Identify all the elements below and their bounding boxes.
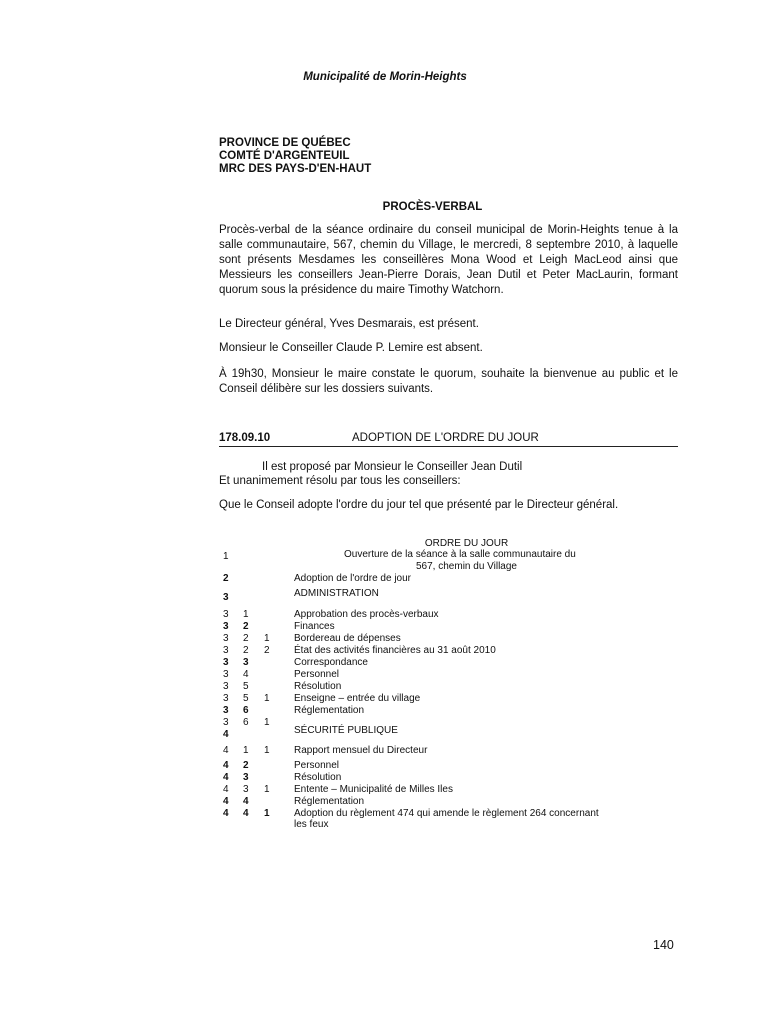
agenda-number: 3 xyxy=(223,669,229,680)
agenda-item-text: SÉCURITÉ PUBLIQUE xyxy=(294,725,398,736)
agenda-number: 1 xyxy=(264,784,270,795)
agenda-number: 5 xyxy=(243,693,249,704)
agenda-title: ORDRE DU JOUR xyxy=(424,538,509,549)
agenda-item-text: Finances xyxy=(294,621,335,632)
agenda-row xyxy=(219,588,679,604)
agenda-row xyxy=(219,760,679,772)
agenda-row xyxy=(219,669,679,681)
agenda-number: 6 xyxy=(243,705,249,716)
agenda-number: 3 xyxy=(223,705,229,716)
agenda-number: 4 xyxy=(223,808,229,819)
agenda-row xyxy=(219,705,679,717)
agenda-number: 1 xyxy=(264,808,270,819)
agenda-item-text: Bordereau de dépenses xyxy=(294,633,401,644)
agenda-number: 4 xyxy=(223,772,229,783)
agenda-row xyxy=(219,657,679,669)
agenda-row xyxy=(219,693,679,705)
agenda-number: 4 xyxy=(243,808,249,819)
agenda-row xyxy=(219,796,679,808)
agenda-number: 3 xyxy=(243,657,249,668)
agenda-row xyxy=(219,633,679,645)
agenda-row xyxy=(219,621,679,633)
agenda-number: 1 xyxy=(243,609,249,620)
agenda-number: 3 xyxy=(223,621,229,632)
agenda-number: 2 xyxy=(223,573,229,584)
agenda-row xyxy=(219,645,679,657)
agenda-number: 1 xyxy=(243,745,249,756)
agenda-number: 3 xyxy=(223,609,229,620)
agenda-number: 4 xyxy=(223,784,229,795)
agenda-row xyxy=(219,772,679,784)
agenda-row xyxy=(219,609,679,621)
agenda-item-text: Enseigne – entrée du village xyxy=(294,693,421,704)
agenda-item-text: Rapport mensuel du Directeur xyxy=(294,745,428,756)
mrc-line: MRC DES PAYS-D'EN-HAUT xyxy=(219,163,372,175)
agenda-number: 3 xyxy=(223,657,229,668)
agenda-number: 6 xyxy=(243,717,249,728)
agenda-row xyxy=(219,681,679,693)
agenda-number: 1 xyxy=(264,633,270,644)
resolution-title: ADOPTION DE L'ORDRE DU JOUR xyxy=(352,432,539,444)
agenda-row xyxy=(219,784,679,796)
agenda-number: 2 xyxy=(264,645,270,656)
agenda-item-text: Adoption de l'ordre de jour xyxy=(294,573,411,584)
agenda-row xyxy=(219,551,679,563)
agenda-number: 1 xyxy=(264,745,270,756)
agenda-number: 3 xyxy=(223,633,229,644)
dg-present: Le Directeur général, Yves Desmarais, est présent. xyxy=(219,318,479,330)
opening-paragraph: À 19h30, Monsieur le maire constate le quorum, souhaite la bienvenue au public et le Conseil délibère sur les dossiers suivants. xyxy=(219,368,678,395)
agenda-row xyxy=(219,573,679,585)
agenda-number: 1 xyxy=(223,551,229,562)
agenda-number: 4 xyxy=(223,796,229,807)
agenda-opening-item-2: 567, chemin du Village xyxy=(416,561,517,572)
page-number: 140 xyxy=(653,938,674,952)
agenda-row xyxy=(219,725,679,741)
agenda-number: 3 xyxy=(223,681,229,692)
agenda-last-item-cont: les feux xyxy=(294,819,329,830)
agenda-number: 4 xyxy=(223,760,229,771)
agenda-item-text: Entente – Municipalité de Milles Iles xyxy=(294,784,453,795)
agenda-number: 4 xyxy=(243,796,249,807)
agenda-number: 3 xyxy=(223,592,229,603)
agenda-item-text: Adoption du règlement 474 qui amende le règlement 264 concernant xyxy=(294,808,599,819)
agenda-number: 2 xyxy=(243,621,249,632)
agenda-item-text: Approbation des procès-verbaux xyxy=(294,609,439,620)
agenda-item-text: Résolution xyxy=(294,772,342,783)
intro-paragraph: Procès-verbal de la séance ordinaire du conseil municipal de Morin-Heights tenue à la salle communautaire, 567, chemin du Village, le mercredi, 8 septembre 2010, à laquelle sont présents Mesdames les conseillères Mona Wood et Leigh MacLeod ainsi que Messieurs les conseillers Jean-Pierre Dorais, Jean Dutil et Peter MacLaurin, formant quorum sous la présidence du maire Timothy Watchorn. xyxy=(219,224,678,296)
agenda-number: 3 xyxy=(243,784,249,795)
unanimous-line: Et unanimement résolu par tous les conseillers: xyxy=(219,475,461,487)
agenda-number: 4 xyxy=(223,745,229,756)
document-title: PROCÈS-VERBAL xyxy=(382,201,483,213)
county-line: COMTÉ D'ARGENTEUIL xyxy=(219,150,350,162)
adopt-paragraph: Que le Conseil adopte l'ordre du jour tel que présenté par le Directeur général. xyxy=(219,499,619,511)
agenda-opening-item: Ouverture de la séance à la salle communautaire du xyxy=(344,549,576,560)
agenda-number: 4 xyxy=(223,729,229,740)
agenda-item-text: Réglementation xyxy=(294,796,365,807)
resolution-rule xyxy=(219,446,678,447)
agenda-number: 2 xyxy=(243,760,249,771)
resolution-number: 178.09.10 xyxy=(219,432,271,444)
agenda-number: 2 xyxy=(243,645,249,656)
agenda-item-text: Réglementation xyxy=(294,705,365,716)
agenda-item-text: Résolution xyxy=(294,681,342,692)
agenda-item-text: Personnel xyxy=(294,669,340,680)
agenda-row xyxy=(219,745,679,757)
agenda-item-text: État des activités financières au 31 août 2010 xyxy=(294,645,496,656)
province-line: PROVINCE DE QUÉBEC xyxy=(219,137,351,149)
page-header: Municipalité de Morin-Heights xyxy=(303,71,467,83)
agenda-item-text: ADMINISTRATION xyxy=(294,588,379,599)
agenda-number: 1 xyxy=(264,717,270,728)
agenda-number: 1 xyxy=(264,693,270,704)
agenda-number: 3 xyxy=(243,772,249,783)
agenda-number: 3 xyxy=(223,717,229,728)
agenda-item-text: Correspondance xyxy=(294,657,368,668)
agenda-number: 3 xyxy=(223,645,229,656)
agenda-number: 2 xyxy=(243,633,249,644)
agenda-item-text: Personnel xyxy=(294,760,340,771)
agenda-number: 5 xyxy=(243,681,249,692)
agenda-row xyxy=(219,808,679,820)
proposed-by: Il est proposé par Monsieur le Conseiller Jean Dutil xyxy=(262,461,523,473)
absent-note: Monsieur le Conseiller Claude P. Lemire est absent. xyxy=(219,342,483,354)
agenda-number: 3 xyxy=(223,693,229,704)
agenda-number: 4 xyxy=(243,669,249,680)
